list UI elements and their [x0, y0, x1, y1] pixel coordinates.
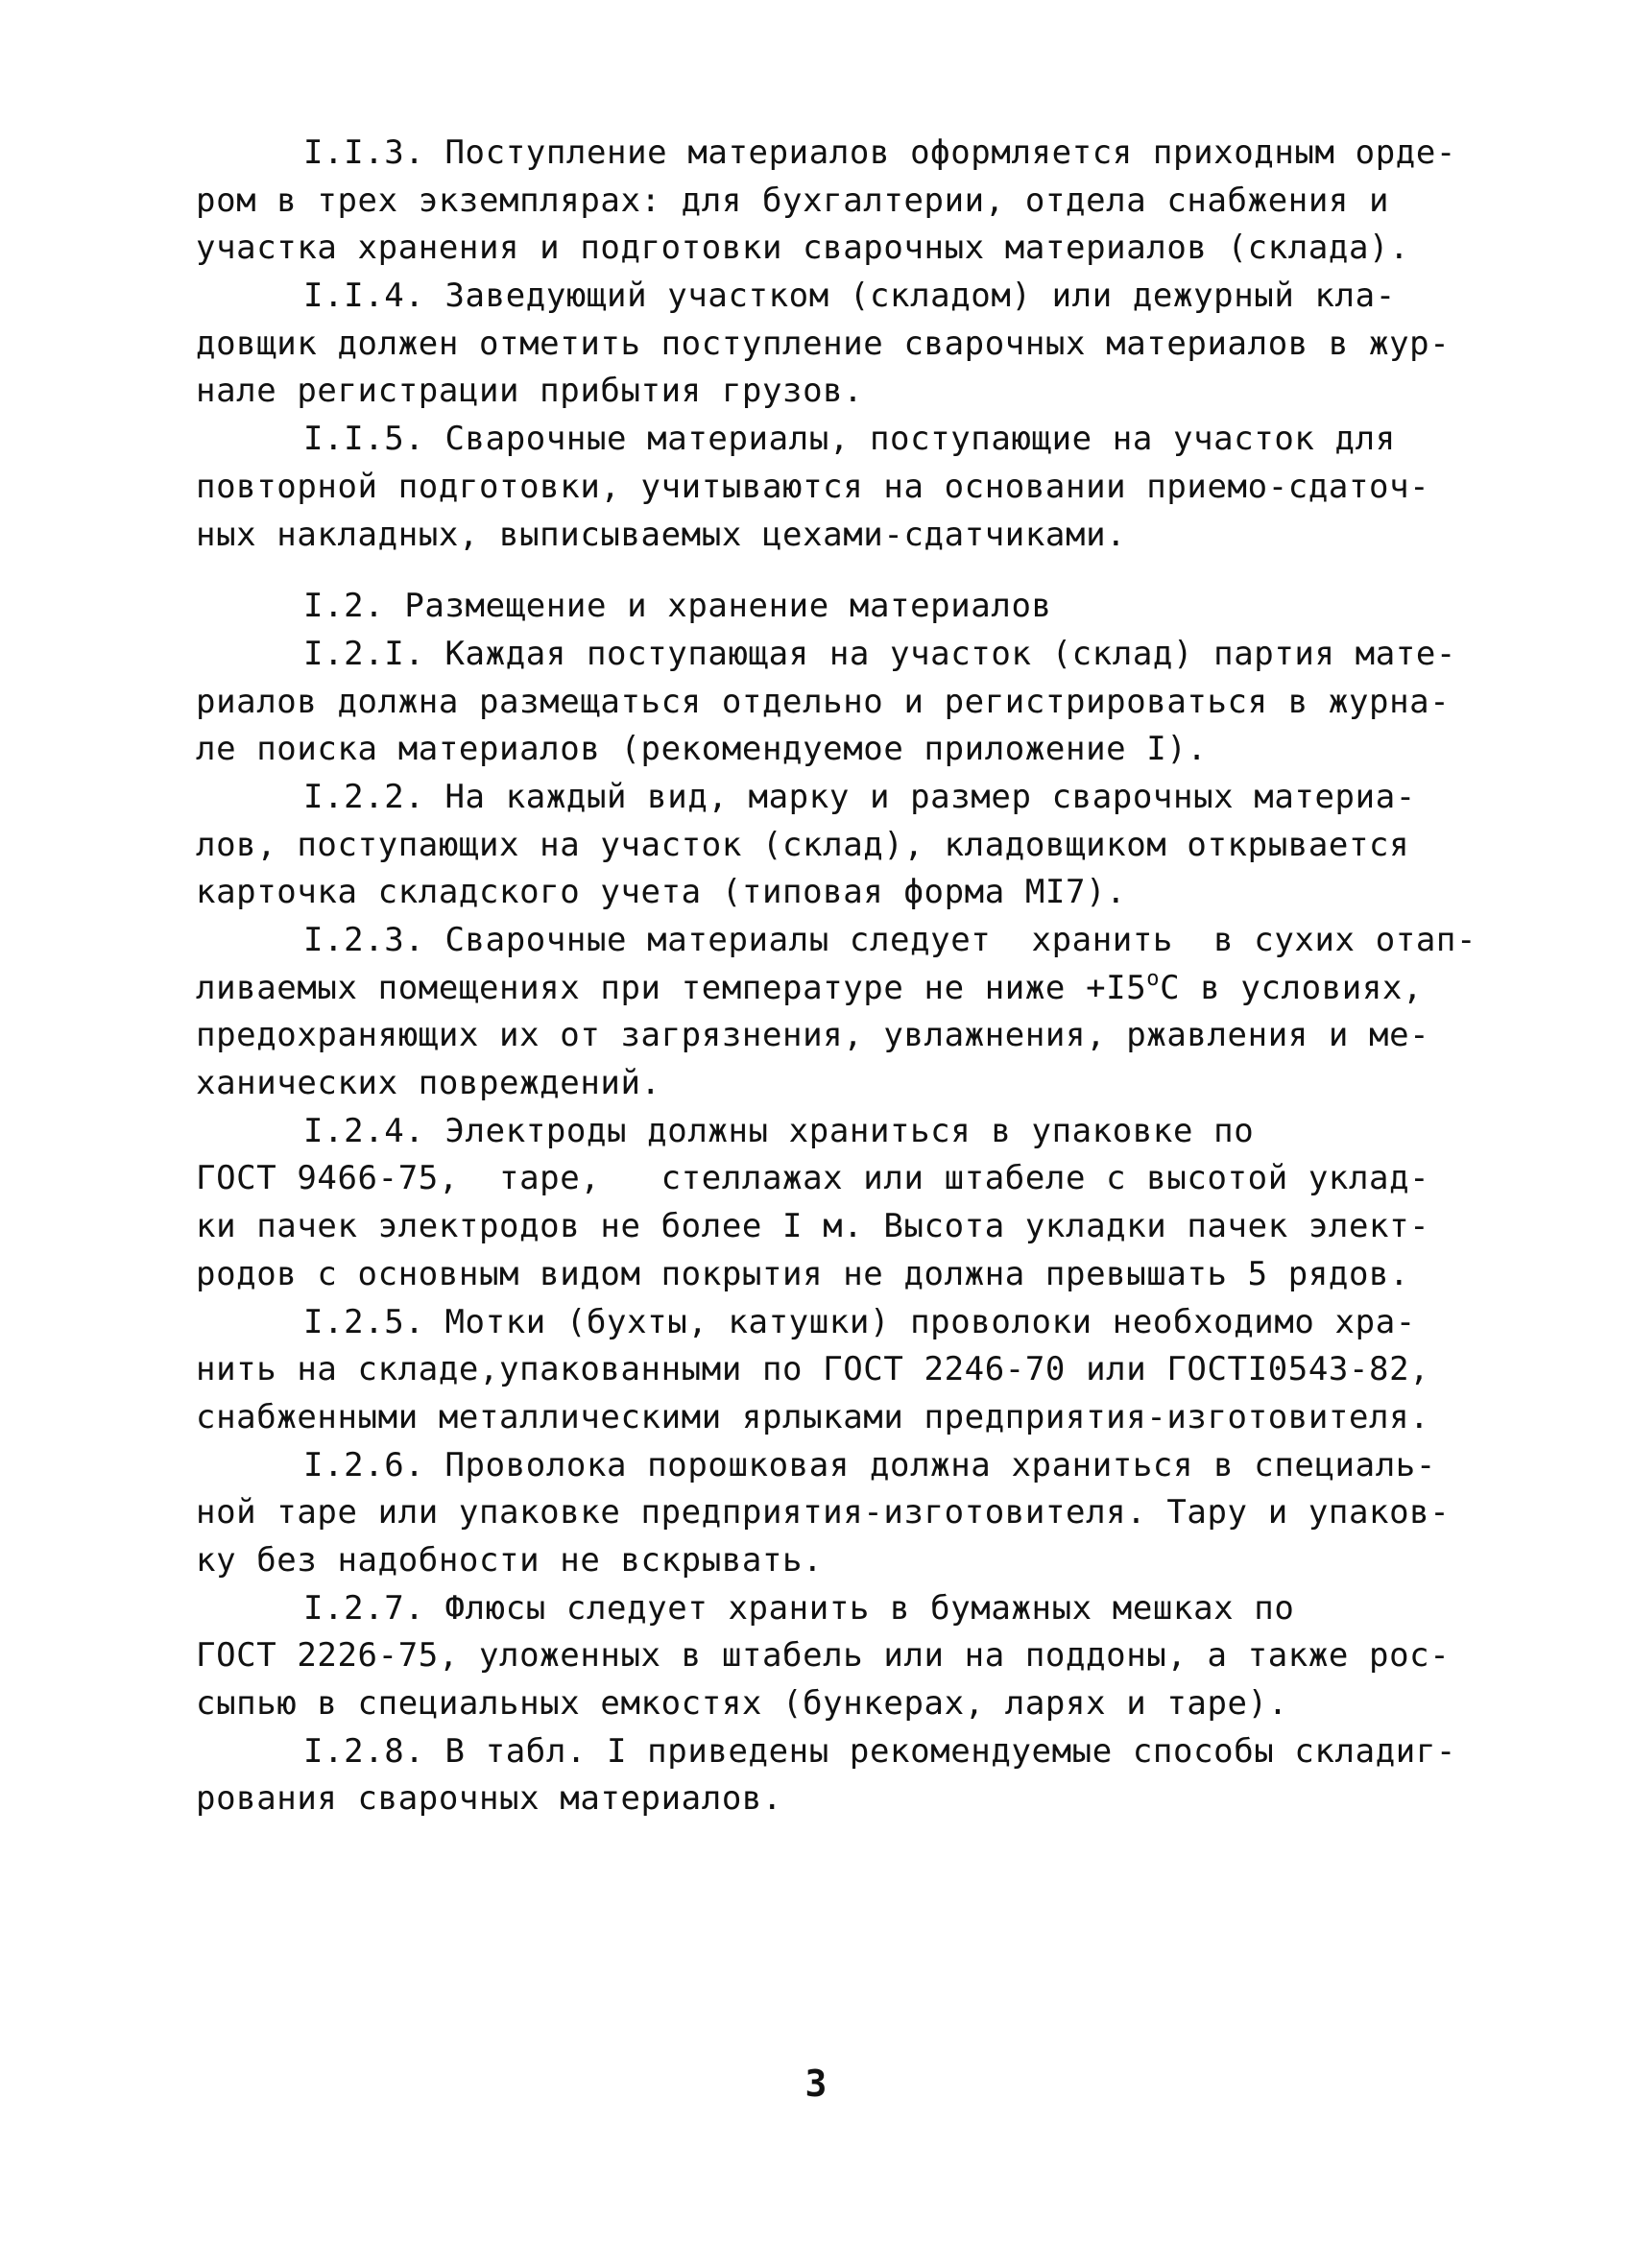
text-line: I.2.6. Проволока порошковая должна храниться в специаль-	[303, 1445, 1436, 1484]
text-line: нить на складе,упакованными по ГОСТ 2246-70 или ГОСТI0543-82,	[196, 1350, 1430, 1389]
text-line: I.I.3. Поступление материалов оформляется приходным орде-	[303, 133, 1456, 172]
text-line: I.2.I. Каждая поступающая на участок (склад) партия мате-	[303, 634, 1456, 673]
text-line: I.2.7. Флюсы следует хранить в бумажных мешках по	[303, 1588, 1295, 1628]
paragraph-1-2-1	[196, 631, 1463, 774]
page-number: 3	[804, 2063, 828, 2105]
document-body	[196, 130, 1477, 1823]
section-heading: I.2. Размещение и хранение материалов	[303, 587, 1052, 626]
text-fragment: C в условиях,	[1160, 968, 1424, 1007]
text-line: риалов должна размещаться отдельно и регистрироваться в журна-	[196, 682, 1451, 721]
degree-symbol: o	[1146, 966, 1161, 991]
text-line: ной таре или упаковке предприятия-изготовителя. Тару и упаков-	[196, 1493, 1451, 1532]
text-line: родов с основным видом покрытия не должна превышать 5 рядов.	[196, 1254, 1410, 1293]
paragraph-1-1-4	[196, 273, 1463, 416]
text-line: сыпью в специальных емкостях (бункерах, ларях и таре).	[196, 1684, 1288, 1723]
text-line: ГОСТ 9466-75, таре, стеллажах или штабеле с высотой уклад-	[196, 1159, 1430, 1198]
text-fragment: ливаемых помещениях при температуре не ниже +I5	[196, 968, 1147, 1007]
text-line	[196, 965, 1463, 1013]
text-line: I.2.2. На каждый вид, марку и размер сварочных материа-	[303, 777, 1416, 816]
text-line: ных накладных, выписываемых цехами-сдатчиками.	[196, 515, 1127, 554]
text-line: I.2.3. Сварочные материалы следует хранить в сухих отап-	[303, 921, 1477, 959]
text-line: ки пачек электродов не более I м. Высота укладки пачек элект-	[196, 1207, 1430, 1246]
paragraph-1-2-2	[196, 774, 1463, 917]
section-heading-1-2	[196, 583, 1463, 631]
text-line: ле поиска материалов (рекомендуемое приложение I).	[196, 730, 1208, 769]
text-line: нале регистрации прибытия грузов.	[196, 372, 864, 411]
paragraph-1-2-5	[196, 1299, 1463, 1442]
text-line: ром в трех экземплярах: для бухгалтерии, отдела снабжения и	[196, 181, 1390, 220]
text-line: предохраняющих их от загрязнения, увлажнения, ржавления и ме-	[196, 1016, 1430, 1055]
paragraph-1-1-5	[196, 416, 1463, 559]
text-line: повторной подготовки, учитываются на основании приемо-сдаточ-	[196, 467, 1430, 506]
text-line: рования сварочных материалов.	[196, 1779, 783, 1819]
section-gap	[196, 559, 1463, 583]
text-line: ку без надобности не вскрывать.	[196, 1540, 824, 1580]
text-line: I.2.5. Мотки (бухты, катушки) проволоки необходимо хра-	[303, 1302, 1416, 1341]
paragraph-1-2-4	[196, 1108, 1463, 1299]
text-line: довщик должен отметить поступление сварочных материалов в жур-	[196, 324, 1451, 363]
text-line: I.2.4. Электроды должны храниться в упаковке по	[303, 1111, 1255, 1150]
text-line: ГОСТ 2226-75, уложенных в штабель или на поддоны, а также рос-	[196, 1636, 1451, 1676]
text-line: карточка складского учета (типовая форма МI7).	[196, 873, 1127, 912]
text-line: снабженными металлическими ярлыками предприятия-изготовителя.	[196, 1397, 1430, 1436]
paragraph-1-1-3	[196, 130, 1463, 273]
paragraph-1-2-7	[196, 1585, 1463, 1728]
text-line: I.2.8. В табл. I приведены рекомендуемые способы складиг-	[303, 1731, 1456, 1771]
paragraph-1-2-3	[196, 917, 1477, 1108]
paragraph-1-2-8	[196, 1728, 1463, 1823]
text-line: лов, поступающих на участок (склад), кладовщиком открывается	[196, 825, 1410, 864]
text-line: I.I.5. Сварочные материалы, поступающие на участок для	[303, 420, 1396, 459]
paragraph-1-2-6	[196, 1442, 1463, 1585]
text-line: I.I.4. Заведующий участком (складом) или дежурный кла-	[303, 277, 1396, 316]
text-line: участка хранения и подготовки сварочных материалов (склада).	[196, 229, 1410, 268]
text-line: ханических повреждений.	[196, 1064, 661, 1103]
